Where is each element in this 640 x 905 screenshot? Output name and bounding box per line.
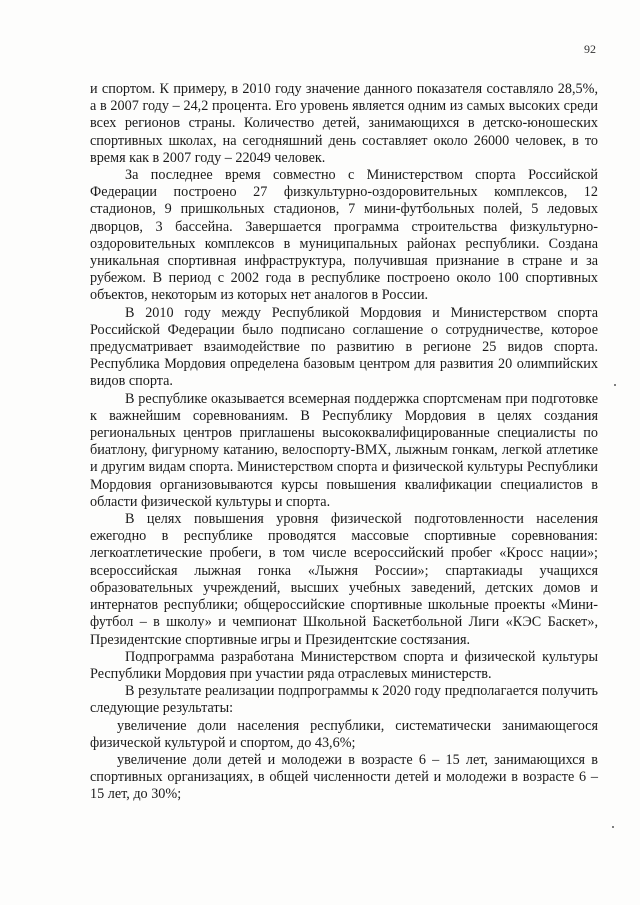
scan-speck (614, 384, 616, 386)
result-item: увеличение доли детей и молодежи в возрасте 6 – 15 лет, занимающихся в спортивных организациях, в общей численности детей и молодежи в возрасте 6 – 15 лет, до 30%; (90, 751, 598, 803)
paragraph: и спортом. К примеру, в 2010 году значение данного показателя составляло 28,5%, а в 2007 году – 24,2 процента. Его уровень является одним из самых высоких среди всех регионов страны. Количество детей, занимающихся в детско-юношеских спортивных школах, на сегодняшний день составляет около 26000 человек, в то время как в 2007 году – 22049 человек. (90, 81, 598, 166)
paragraph: Подпрограмма разработана Министерством спорта и физической культуры Республики Мордовия при участии ряда отраслевых министерств. (90, 648, 598, 682)
paragraph: За последнее время совместно с Министерством спорта Российской Федерации построено 27 физкультурно-оздоровительных комплексов, 12 стадионов, 9 пришкольных стадионов, 7 мини-футбольных полей, 5 ледовых дворцов, 3 бассейна. Завершается программа строительства физкультурно-оздоровительных комплексов в муниципальных районах республики. Создана уникальная спортивная инфраструктура, получившая признание в стране и за рубежом. В период с 2002 года в республике построено около 100 спортивных объектов, некоторым из которых нет аналогов в России. (90, 167, 598, 304)
paragraph: В 2010 году между Республикой Мордовия и Министерством спорта Российской Федерации было подписано соглашение о сотрудничестве, которое предусматривает взаимодействие по развитию в регионе 25 видов спорта. Республика Мордовия определена базовым центром для развития 20 олимпийских видов спорта. (90, 304, 598, 390)
paragraph: В республике оказывается всемерная поддержка спортсменам при подготовке к важнейшим соревнованиям. В Республику Мордовия в целях создания региональных центров приглашены высококвалифицированные специалисты по биатлону, фигурному катанию, велоспорту-BMX, лыжным гонкам, легкой атлетике и другим видам спорта. Министерством спорта и физической культуры Республики Мордовия организовываются курсы повышения квалификации специалистов в области физической культуры и спорта. (90, 390, 598, 510)
paragraph: В целях повышения уровня физической подготовленности населения ежегодно в республике проводятся массовые спортивные соревнования: легкоатлетические пробеги, в том числе всероссийский пробег «Кросс нации»; всероссийская лыжная гонка «Лыжня России»; спартакиады учащихся образовательных учреждений, высших учебных заведений, детских домов и интернатов республики; общероссийские спортивные школьные проекты «Мини-футбол – в школу» и чемпионат Школьной Баскетбольной Лиги «КЭС Баскет», Президентские спортивные игры и Президентские состязания. (90, 511, 598, 648)
scan-speck (612, 826, 614, 828)
result-item: увеличение доли населения республики, систематически занимающегося физической культурой и спортом, до 43,6%; (90, 717, 598, 751)
page-number: 92 (584, 42, 596, 56)
paragraph: В результате реализации подпрограммы к 2020 году предполагается получить следующие результаты: (90, 683, 598, 717)
body-text (90, 81, 598, 804)
